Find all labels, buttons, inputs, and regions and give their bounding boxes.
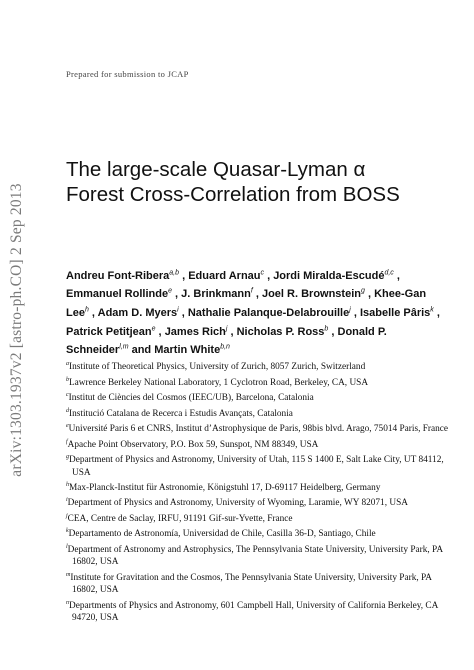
author-separator: ,	[350, 306, 360, 319]
affiliation	[66, 358, 448, 374]
affiliation-text: Institut de Ciències del Cosmos (IEEC/UB), Barcelona, Catalonia	[68, 393, 314, 404]
affiliation-text: CEA, Centre de Saclay, IRFU, 91191 Gif-sur-Yvette, France	[67, 514, 293, 524]
author	[66, 288, 181, 300]
affiliation-mark: n	[66, 599, 69, 606]
author	[188, 270, 273, 282]
author-affiliation-mark: h	[84, 306, 89, 314]
affiliation	[66, 479, 448, 495]
affiliation	[66, 597, 448, 625]
affiliation	[66, 494, 448, 510]
author-affiliation-mark: e	[168, 287, 172, 295]
author	[165, 326, 237, 338]
author-name: Nicholas P. Ross	[236, 325, 325, 338]
author	[181, 288, 262, 300]
author-name: Adam D. Myers	[97, 306, 178, 319]
author-affiliation-mark: b,n	[220, 343, 230, 351]
author-separator: ,	[171, 288, 182, 301]
affiliation-text: Max-Planck-Institut für Astronomie, Königstuhl 17, D-69117 Heidelberg, Germany	[69, 483, 381, 493]
author-affiliation-mark: k	[430, 306, 434, 314]
author	[98, 307, 188, 319]
affiliation-text: Departments of Physics and Astronomy, 601 Campbell Hall, University of California Berkeley, CA 94720, USA	[69, 600, 438, 624]
arxiv-stamp	[0, 0, 34, 670]
author-name: Martin White	[154, 344, 221, 357]
author-name: Donald P. Schneider	[66, 325, 387, 357]
affiliation-text: Institute for Gravitation and the Cosmos, The Pennsylvania State University, University Park, PA 16802, USA	[70, 572, 432, 596]
author-name: Eduard Arnau	[188, 269, 261, 282]
author-affiliation-mark: f	[250, 287, 253, 295]
author-separator: ,	[433, 306, 440, 319]
author-separator: ,	[328, 325, 338, 338]
author-affiliation-mark: b	[324, 324, 329, 332]
author-affiliation-mark: c	[260, 269, 265, 276]
author-separator: ,	[364, 288, 372, 301]
affiliation-mark: j	[66, 512, 68, 519]
author	[273, 270, 400, 282]
affiliation	[66, 405, 448, 421]
affiliation-text: Université Paris 6 et CNRS, Institut d’Astrophysique de Paris, 98bis blvd. Arago, 75014 Paris, France	[68, 424, 449, 435]
author-affiliation-mark: l,m	[119, 343, 129, 351]
author-affiliation-mark: d,c	[384, 269, 394, 276]
affiliation-mark: k	[66, 528, 69, 535]
author-affiliation-mark: j	[225, 324, 228, 332]
author-separator: ,	[155, 325, 162, 338]
author	[188, 307, 360, 319]
affiliation-text: Department of Physics and Astronomy, University of Wyoming, Laramie, WY 82071, USA	[67, 498, 408, 509]
author-separator: ,	[393, 269, 400, 282]
author-name: Nathalie Palanque-Delabrouille	[187, 306, 350, 319]
author-name: James Rich	[164, 325, 226, 338]
prepared-note: Prepared for submission to JCAP	[66, 69, 189, 79]
author	[66, 326, 162, 338]
affiliation-mark: i	[66, 497, 68, 504]
affiliation-text: Department of Physics and Astronomy, University of Utah, 115 S 1400 E, Salt Lake City, UT 84112, USA	[69, 455, 444, 478]
author-separator: ,	[264, 269, 274, 282]
author-name: Patrick Petitjean	[66, 325, 152, 338]
paper-title	[66, 157, 446, 207]
author-separator: and	[128, 344, 152, 357]
affiliation-text: Institute of Theoretical Physics, University of Zurich, 8057 Zurich, Switzerland	[69, 362, 366, 373]
author-name: Joel R. Brownstein	[261, 288, 361, 301]
author-separator: ,	[178, 306, 188, 319]
author-name: J. Brinkmann	[181, 288, 251, 301]
affiliation	[66, 451, 448, 479]
author-name: Emmanuel Rollinde	[66, 288, 169, 301]
author	[360, 307, 440, 319]
author-name: Isabelle Pâris	[359, 306, 431, 319]
affiliation-text: Departamento de Astronomía, Universidad de Chile, Casilla 36-D, Santiago, Chile	[68, 529, 376, 540]
affiliation-mark: l	[66, 543, 68, 550]
affiliation-mark: b	[66, 376, 69, 383]
title-line-1: The large-scale Quasar-Lyman α	[66, 158, 366, 181]
affiliation-mark: f	[66, 438, 68, 445]
affiliation-list	[66, 358, 448, 625]
affiliation	[66, 436, 448, 452]
affiliation-mark: g	[66, 454, 69, 460]
affiliation	[66, 525, 448, 541]
arxiv-id: arXiv:1303.1937v2 [astro-ph.CO] 2 Sep 2013	[8, 183, 25, 477]
author	[262, 288, 371, 300]
affiliation	[66, 569, 448, 597]
affiliation-mark: a	[66, 361, 69, 367]
title-line-2: Forest Cross-Correlation from BOSS	[66, 183, 400, 206]
author-list	[66, 265, 446, 358]
author-separator: ,	[88, 306, 98, 319]
author-affiliation-mark: g	[361, 287, 365, 295]
affiliation-mark: m	[66, 571, 71, 578]
affiliation-text: Institució Catalana de Recerca i Estudis Avançats, Catalonia	[69, 408, 293, 419]
affiliation	[66, 541, 448, 569]
author	[237, 326, 338, 338]
affiliation-text: Lawrence Berkeley National Laboratory, 1 Cyclotron Road, Berkeley, CA, USA	[69, 377, 369, 388]
author-affiliation-mark: e	[151, 324, 156, 332]
affiliation-mark: d	[66, 407, 69, 414]
affiliation	[66, 389, 448, 405]
affiliation-mark: h	[66, 481, 69, 488]
author	[154, 344, 230, 356]
author-name: Jordi Miralda-Escudé	[273, 269, 385, 282]
author-affiliation-mark: a,b	[169, 269, 180, 276]
affiliation-mark: e	[66, 423, 69, 429]
affiliation	[66, 510, 448, 526]
affiliation	[66, 420, 448, 436]
author-name: Khee-Gan Lee	[66, 288, 427, 319]
affiliation	[66, 374, 448, 390]
author-separator: ,	[227, 325, 237, 338]
author-name: Andreu Font-Ribera	[66, 269, 170, 282]
author-separator: ,	[179, 269, 189, 282]
author-affiliation-mark: j	[349, 306, 351, 314]
author	[66, 270, 188, 282]
affiliation-mark: c	[66, 392, 69, 398]
author-separator: ,	[252, 288, 262, 301]
affiliation-text: Apache Point Observatory, P.O. Box 59, Sunspot, NM 88349, USA	[67, 439, 319, 450]
author-affiliation-mark: i	[177, 306, 179, 314]
affiliation-text: Department of Astronomy and Astrophysics, The Pennsylvania State University, University Park, PA 16802, USA	[67, 545, 443, 568]
